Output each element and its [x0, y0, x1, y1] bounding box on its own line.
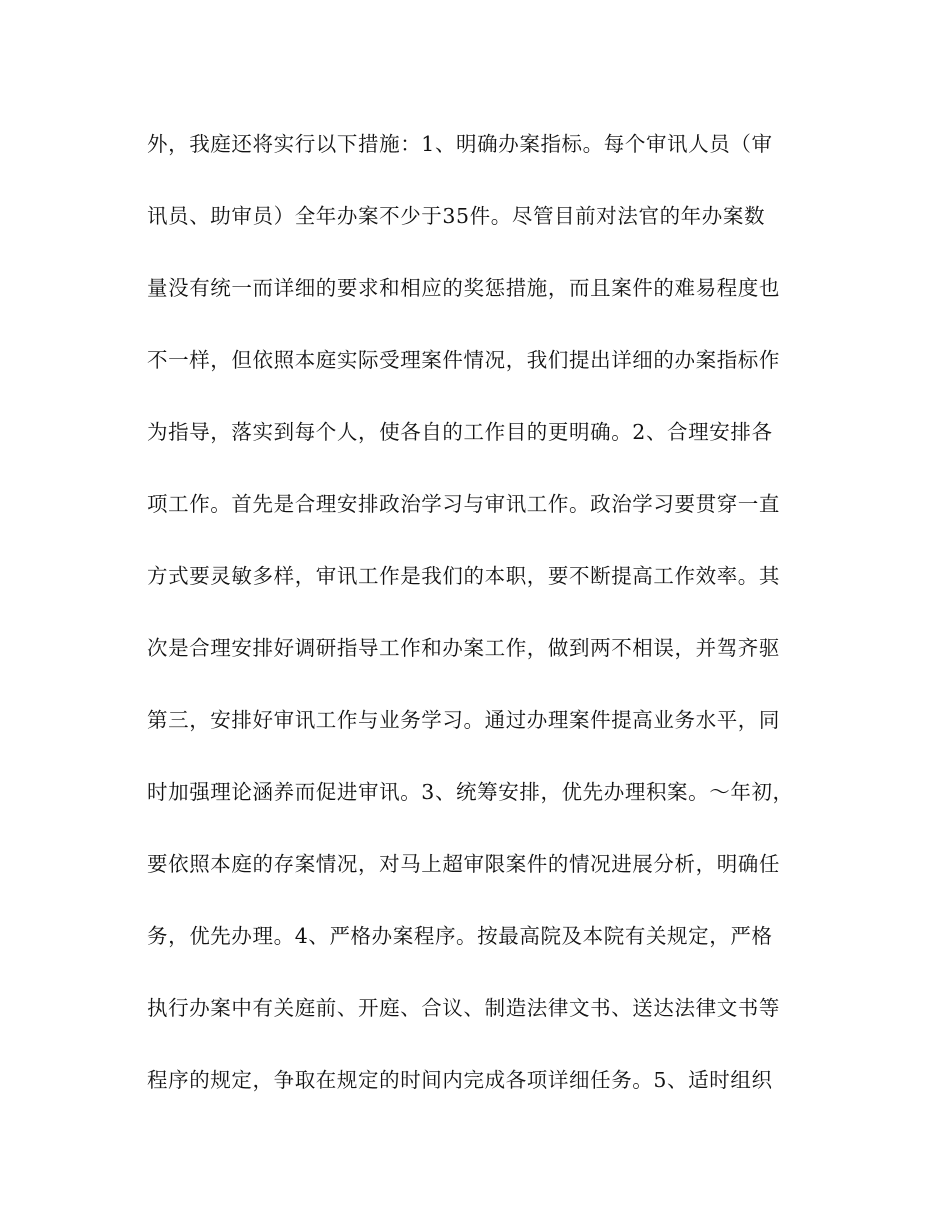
text-line: 程序的规定，争取在规定的时间内完成各项详细任务。5、适时组织 — [147, 1068, 773, 1092]
text-line: 项工作。首先是合理安排政治学习与审讯工作。政治学习要贯穿一直 — [147, 492, 780, 516]
text-line: 次是合理安排好调研指导工作和办案工作，做到两不相误，并驾齐驱 — [147, 636, 780, 660]
body-text — [147, 126, 837, 1134]
text-line: 为指导，落实到每个人，使各自的工作目的更明确。2、合理安排各 — [147, 420, 773, 444]
text-line: 不一样，但依照本庭实际受理案件情况，我们提出详细的办案指标作 — [147, 348, 780, 372]
text-line: 量没有统一而详细的要求和相应的奖惩措施，而且案件的难易程度也 — [147, 276, 780, 300]
text-line: 方式要灵敏多样，审讯工作是我们的本职，要不断提高工作效率。其 — [147, 564, 780, 588]
text-line: 执行办案中有关庭前、开庭、合议、制造法律文书、送达法律文书等 — [147, 996, 780, 1020]
text-line: 务，优先办理。4、严格办案程序。按最高院及本院有关规定，严格 — [147, 924, 773, 948]
text-line: 外，我庭还将实行以下措施：1、明确办案指标。每个审讯人员（审 — [147, 132, 773, 156]
text-line: 第三，安排好审讯工作与业务学习。通过办理案件提高业务水平，同 — [147, 708, 780, 732]
text-line: 讯员、助审员）全年办案不少于35件。尽管目前对法官的年办案数 — [147, 204, 766, 228]
text-line: 时加强理论涵养而促进审讯。3、统筹安排，优先办理积案。～年初， — [147, 780, 794, 804]
text-line: 要依照本庭的存案情况，对马上超审限案件的情况进展分析，明确任 — [147, 852, 780, 876]
